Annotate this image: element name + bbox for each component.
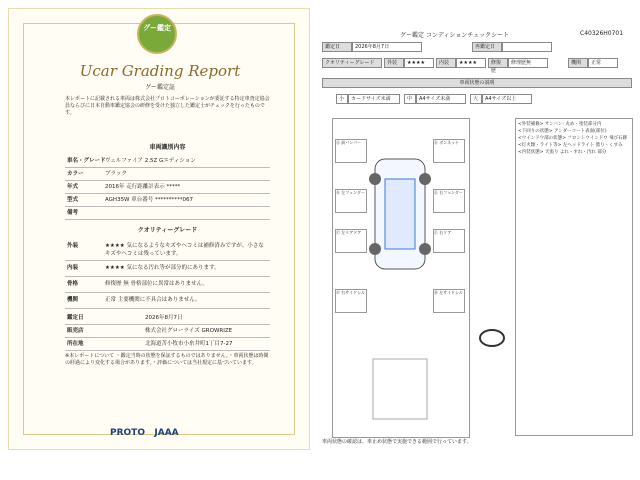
legend-item: <外装補修> サンバン: 丸め・塗装部分内: [518, 122, 602, 127]
label-d: Ⓓ ボンネット: [433, 139, 465, 163]
row-remarks: 備考: [65, 207, 270, 220]
grade-label: クオリティーグレード: [322, 58, 382, 68]
legend-item: <下回りの状態> アンダーコート表面(部位): [518, 129, 607, 134]
interior-stars: ★★★★: [456, 58, 486, 68]
engine-label: 機関: [568, 58, 588, 68]
exterior-stars: ★★★★: [404, 58, 434, 68]
goo-badge-icon: グー鑑定: [137, 14, 177, 54]
interior-label: 内装: [436, 58, 456, 68]
legend-panel: [515, 118, 633, 436]
legend-item: <灯火類・ライト等> 左ヘッドライト 曇り・くすみ: [518, 143, 623, 148]
legend-item: <内装状態> 天張り よれ・すれ・汚れ 部分: [518, 150, 607, 155]
label-c: Ⓒ 左リアドア: [335, 229, 367, 253]
label-a: Ⓐ 前バンパー: [335, 139, 367, 163]
certificate-intro: 本レポートに記載される車両は株式会社プロトコーポレーションが委託する特定車査定協会員ならびに日本自動車鑑定協会の研修を受けた独立した鑑定士がチェックを行ったものです。: [65, 96, 270, 116]
row-interior: 内装 ★★★★ 気になる汚れ等が部分的にあります。: [65, 262, 270, 277]
row-engine: 機関 正常 主要機関に不具合はありません。: [65, 294, 270, 309]
certificate-title: Ucar Grading Report: [79, 62, 241, 80]
row-color: カラー ブラック: [65, 168, 270, 181]
row-exterior: 外装 ★★★★ 気になるようなキズやヘコミは補修済みですが、小さなキズやヘコミは残っています。: [65, 240, 270, 261]
steering-panel: [470, 118, 514, 436]
label-g: Ⓖ 右サイドシル: [335, 289, 367, 313]
vehicle-section-title: 車両識別内容: [149, 144, 186, 151]
row-date: 鑑定日 2026年8月7日: [65, 312, 270, 325]
label-b: Ⓑ 左フェンダー: [335, 189, 367, 213]
steering-wheel-icon: [470, 318, 514, 358]
size-small-desc: カードサイズ未満: [348, 94, 400, 104]
sheet-title: グー鑑定 コンディションチェックシート: [400, 32, 510, 39]
date-label: 鑑定日: [322, 42, 352, 52]
size-small: 小: [336, 94, 348, 104]
description-header: 車両状態の説明: [322, 78, 632, 88]
rebuy-label: 再鑑定日: [472, 42, 502, 52]
repair-value: 修理歴無: [508, 58, 548, 68]
vehicle-diagram: [332, 118, 470, 438]
size-large-desc: A4サイズ以上: [482, 94, 532, 104]
certificate-subtitle: グー鑑定証: [144, 84, 175, 91]
engine-value: 正常: [588, 58, 618, 68]
jaaa-logo: JAAA: [154, 428, 179, 438]
repair-label: 修復歴: [488, 58, 508, 68]
row-model: 型式 AGH35W 車台番号 **********067: [65, 194, 270, 207]
legend-item: <ウインドウ部の状態> フロントウインドウ 飛び石跡: [518, 136, 628, 141]
certificate-note: ※本レポートについて ・鑑定当時の状態を保証するものではありません。・車両状態は時間の経過により変化する場合があります。・評価については当社規定に基づいています。: [65, 353, 269, 366]
rebuy-value: [502, 42, 552, 52]
row-shop: 販売店 株式会社グローライズ GROWRIZE: [65, 325, 270, 338]
date-value: 2026年8月7日: [352, 42, 422, 52]
proto-logo: PROTO: [110, 428, 145, 438]
brand-logos: [110, 428, 250, 438]
label-f: Ⓕ 右リア: [433, 229, 465, 253]
label-h: Ⓗ 左サイドシル: [433, 289, 465, 313]
exterior-label: 外装: [384, 58, 404, 68]
car-outline-icon: [333, 119, 467, 435]
label-e: Ⓔ 右フェンダー: [433, 189, 465, 213]
size-mid-desc: A4サイズ未満: [416, 94, 466, 104]
quality-grade-title: クオリティーグレード: [137, 227, 198, 234]
size-large: 大: [470, 94, 482, 104]
row-address: 所在地 北海道苫小牧市小糸井町1丁目7-27: [65, 338, 270, 351]
row-name: 車名・グレード ヴェルファイア 2.5Z Gエディション: [65, 155, 270, 168]
size-mid: 中: [404, 94, 416, 104]
row-year: 年式 2016年 走行距離計表示 *****: [65, 181, 270, 194]
sheet-footer: 車両状態の確認は、車止め状態で実施できる範囲で行っています。: [322, 439, 472, 445]
row-frame: 骨格 修復歴 無 骨格部位に異常はありません。: [65, 278, 270, 293]
sheet-id: C40326H0701: [580, 30, 624, 37]
